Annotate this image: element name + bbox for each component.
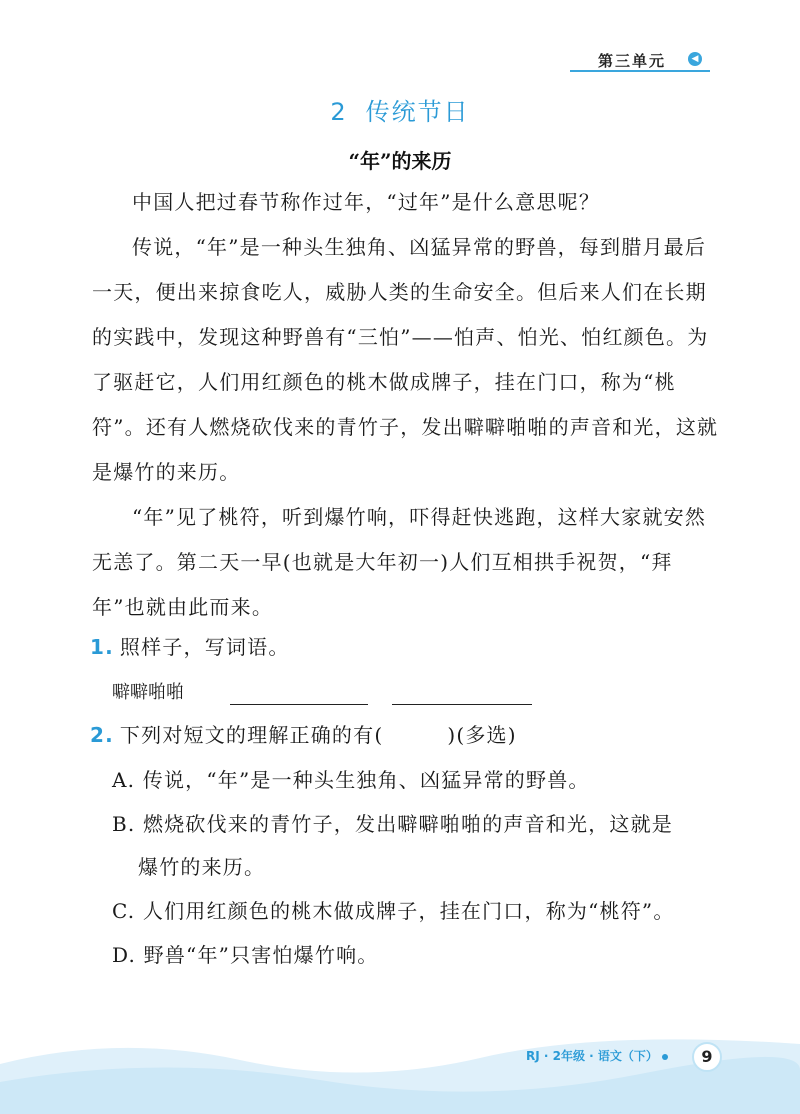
- paragraph-1: 中国人把过春节称作过年，“过年”是什么意思呢？: [132, 190, 601, 214]
- option-b: B. 燃烧砍伐来的青竹子，发出噼噼啪啪的声音和光，这就是: [112, 812, 674, 836]
- question-1: [90, 632, 290, 662]
- option-c: C. 人们用红颜色的桃木做成牌子，挂在门口，称为“桃符”。: [112, 899, 675, 923]
- question-2-text-before: 下列对短文的理解正确的有(: [119, 723, 384, 747]
- question-2-text-after: )(多选): [447, 723, 517, 747]
- unit-label: 第三单元: [598, 52, 667, 70]
- question-1-number: 1.: [90, 635, 114, 659]
- answer-blank-1[interactable]: [230, 704, 368, 705]
- answer-blank-2[interactable]: [392, 704, 532, 705]
- lesson-title: [0, 92, 800, 127]
- paragraph-2: 传说，“年”是一种头生独角、凶猛异常的野兽，每到腊月最后一天，便出来掠食吃人，威胁人类的生命安全。但后来人们在长期的实践中，发现这种野兽有“三怕”——怕声、怕光、怕红颜色。为了驱赶它，人们用红颜色的桃木做成牌子，挂在门口，称为“桃符”。还有人燃烧砍伐来的青竹子，发出噼噼啪啪的声音和光，这就是爆竹的来历。: [92, 235, 719, 484]
- question-1-text: 照样子，写词语。: [119, 635, 290, 659]
- option-a: A. 传说，“年”是一种头生独角、凶猛异常的野兽。: [112, 768, 590, 792]
- page-number: 9: [692, 1042, 722, 1072]
- example-word: 噼噼啪啪: [112, 682, 184, 703]
- unit-header: [570, 48, 710, 74]
- lesson-title-text: 传统节日: [365, 98, 470, 126]
- option-b-continued: 爆竹的来历。: [138, 855, 266, 879]
- arrow-left-icon: ◀: [688, 52, 702, 66]
- paragraph-3: “年”见了桃符，听到爆竹响，吓得赶快逃跑，这样大家就安然无恙了。第二天一早(也就是大年初一)人们互相拱手祝贺，“拜年”也就由此而来。: [92, 505, 707, 619]
- footer-wave: [0, 1024, 800, 1114]
- question-2: [90, 720, 517, 750]
- footer-book-info: [526, 1047, 668, 1064]
- article-title: “年”的来历: [348, 149, 452, 173]
- book-info-text: RJ · 2年级 · 语文（下）: [526, 1049, 658, 1063]
- lesson-number: 2: [330, 98, 348, 126]
- question-2-number: 2.: [90, 723, 114, 747]
- option-d: D. 野兽“年”只害怕爆竹响。: [112, 943, 379, 967]
- dot-icon: [662, 1054, 668, 1060]
